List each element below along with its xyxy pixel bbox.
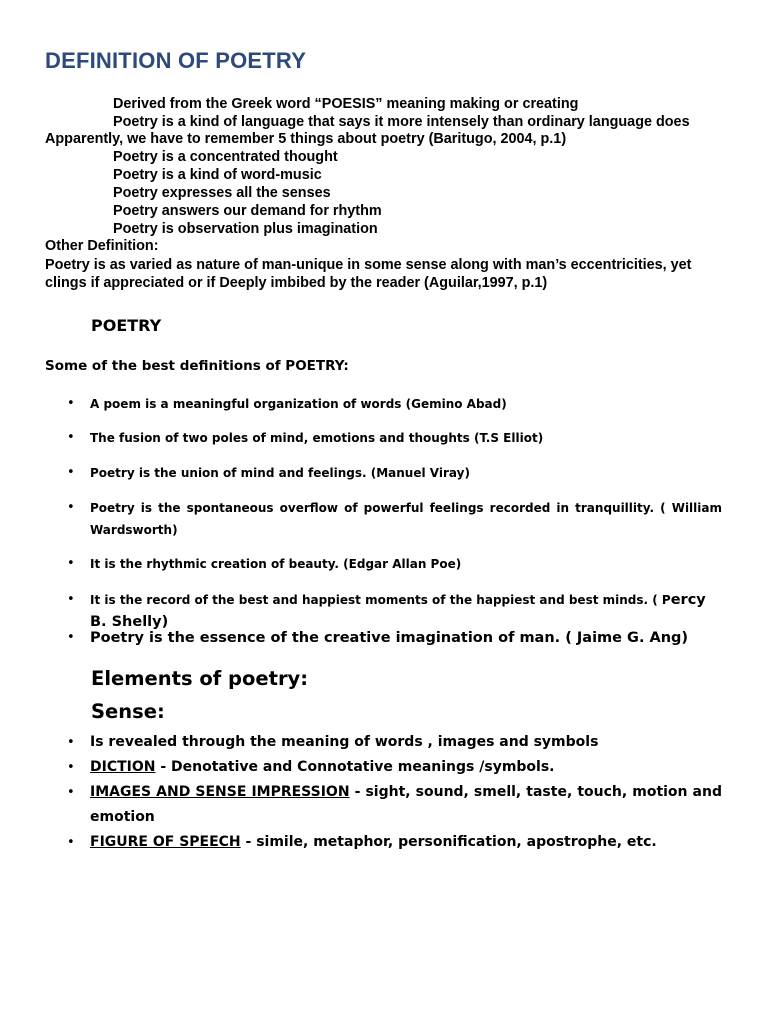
element-description: - sight, sound, smell, taste, touch, motion and emotion <box>90 784 722 825</box>
element-item <box>90 780 722 830</box>
shelly-definition-text: It is the record of the best and happiest moments of the happiest and best minds. ( P <box>90 593 671 607</box>
list-item: • Poetry is the essence of the creative imagination of man. ( Jaime G. Ang) <box>90 627 722 649</box>
element-description: - Denotative and Connotative meanings /symbols. <box>155 759 555 775</box>
other-definition-label: Other Definition: <box>45 238 159 254</box>
element-item <box>90 830 722 855</box>
list-item: • Poetry is the spontaneous overflow of powerful feelings recorded in tranquillity. ( William Wardsworth) <box>90 497 722 541</box>
element-term: FIGURE OF SPEECH <box>90 834 241 850</box>
elements-heading: Elements of poetry: <box>91 667 309 690</box>
element-item: • Is revealed through the meaning of words , images and symbols <box>90 730 722 755</box>
thing-item: Poetry expresses all the senses <box>113 185 331 201</box>
element-description: - simile, metaphor, personification, apostrophe, etc. <box>240 834 657 850</box>
thing-item: Poetry is observation plus imagination <box>113 221 378 237</box>
sense-heading: Sense: <box>91 700 165 723</box>
list-item: • The fusion of two poles of mind, emotions and thoughts (T.S Elliot) <box>90 427 722 449</box>
element-term: IMAGES AND SENSE IMPRESSION <box>90 784 350 800</box>
kind-language-line: Poetry is a kind of language that says it more intensely than ordinary language does <box>113 114 690 130</box>
list-item: • It is the rhythmic creation of beauty. (Edgar Allan Poe) <box>90 553 722 575</box>
thing-item: Poetry is a kind of word-music <box>113 167 322 183</box>
element-item <box>90 755 722 780</box>
page-title: DEFINITION OF POETRY <box>45 48 307 73</box>
shelly-definition-suffix: ercy B. Shelly) <box>90 592 706 630</box>
element-term: DICTION <box>90 759 156 775</box>
other-definition-text: Poetry is as varied as nature of man-unique in some sense along with man’s eccentricities, yet clings if appreciated or if Deeply imbibed by the reader (Aguilar,1997, p.1) <box>45 257 692 291</box>
best-definitions-heading: Some of the best definitions of POETRY: <box>45 358 349 374</box>
thing-item: Poetry answers our demand for rhythm <box>113 203 382 219</box>
derived-line: Derived from the Greek word “POESIS” meaning making or creating <box>113 96 579 112</box>
thing-item: Poetry is a concentrated thought <box>113 149 338 165</box>
apparently-line: Apparently, we have to remember 5 things about poetry (Baritugo, 2004, p.1) <box>45 131 567 147</box>
list-item: • A poem is a meaningful organization of words (Gemino Abad) <box>90 393 722 415</box>
list-item: • Poetry is the union of mind and feelings. (Manuel Viray) <box>90 462 722 484</box>
poetry-heading: POETRY <box>91 316 162 335</box>
